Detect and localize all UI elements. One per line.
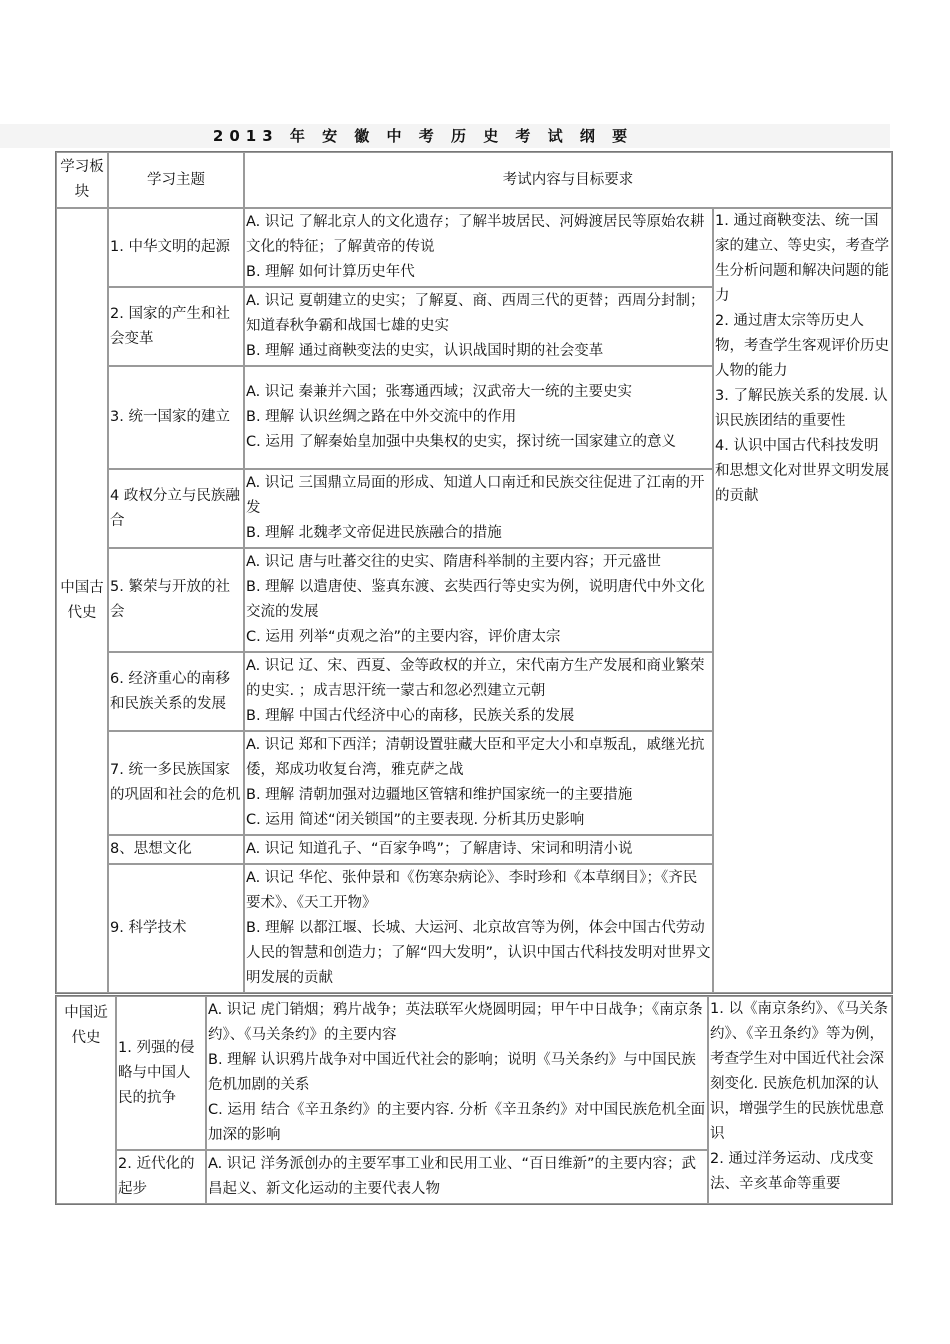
content-cell: A. 识记 虎门销烟；鸦片战争；英法联军火烧圆明园；甲午中日战争；《南京条约》、《马关条约》的主要内容 B. 理解 认识鸦片战争对中国近代社会的影响；说明《马关条约》与中国民族危机加剧的关系 C. 运用 结合《辛丑条约》的主要内容. 分析《辛丑条约》对中国民族危机全面加深的影响	[206, 996, 708, 1150]
header-content: 考试内容与目标要求	[244, 152, 892, 208]
content-cell: A. 识记 三国鼎立局面的形成、知道人口南迁和民族交往促进了江南的开发 B. 理解 北魏孝文帝促进民族融合的措施	[244, 469, 713, 548]
table-header-row	[56, 152, 892, 208]
topic-cell: 6. 经济重心的南移和民族关系的发展	[108, 652, 244, 731]
content-cell: A. 识记 洋务派创办的主要军事工业和民用工业、“百日维新”的主要内容；武昌起义、新文化运动的主要代表人物	[206, 1150, 708, 1204]
content-cell: A. 识记 唐与吐蕃交往的史实、隋唐科举制的主要内容；开元盛世 B. 理解 以遣唐使、鉴真东渡、玄奘西行等史实为例，说明唐代中外文化交流的发展 C. 运用 列举“贞观之治”的主要内容，评价唐太宗	[244, 548, 713, 652]
topic-cell: 4 政权分立与民族融合	[108, 469, 244, 548]
topic-cell: 2. 国家的产生和社会变革	[108, 287, 244, 366]
block-modern: 中国近代史	[56, 996, 116, 1204]
topic-cell: 3. 统一国家的建立	[108, 366, 244, 469]
content-cell: A. 识记 秦兼并六国；张骞通西域；汉武帝大一统的主要史实 B. 理解 认识丝绸之路在中外交流中的作用 C. 运用 了解秦始皇加强中央集权的史实，探讨统一国家建立的意义	[244, 366, 713, 469]
ancient-history-table	[55, 151, 893, 994]
content-cell: A. 识记 辽、宋、西夏、金等政权的并立，宋代南方生产发展和商业繁荣的史实. ；成吉思汗统一蒙古和忽必烈建立元朝 B. 理解 中国古代经济中心的南移，民族关系的发展	[244, 652, 713, 731]
topic-cell: 8、思想文化	[108, 835, 244, 864]
block-ancient: 中国古代史	[56, 208, 108, 993]
topic-cell: 2. 近代化的起步	[116, 1150, 206, 1204]
topic-cell: 7. 统一多民族国家的巩固和社会的危机	[108, 731, 244, 835]
content-cell: A. 识记 夏朝建立的史实；了解夏、商、西周三代的更替；西周分封制；知道春秋争霸和战国七雄的史实 B. 理解 通过商鞅变法的史实，认识战国时期的社会变革	[244, 287, 713, 366]
objectives-modern: 1. 以《南京条约》、《马关条约》、《辛丑条约》等为例，考查学生对中国近代社会深刻变化. 民族危机加深的认识，增强学生的民族忧患意识 2. 通过洋务运动、戊戌变法、辛亥革命等重要	[708, 996, 892, 1204]
content-cell: A. 识记 知道孔子、“百家争鸣”；了解唐诗、宋词和明清小说	[244, 835, 713, 864]
content-cell: A. 识记 了解北京人的文化遗存；了解半坡居民、河姆渡居民等原始农耕文化的特征；了解黄帝的传说 B. 理解 如何计算历史年代	[244, 208, 713, 287]
content-cell: A. 识记 郑和下西洋；清朝设置驻藏大臣和平定大小和卓叛乱，戚继光抗倭，郑成功收复台湾，雅克萨之战 B. 理解 清朝加强对边疆地区管辖和维护国家统一的主要措施 C. 运用 简述“闭关锁国”的主要表现. 分析其历史影响	[244, 731, 713, 835]
topic-cell: 5. 繁荣与开放的社会	[108, 548, 244, 652]
table-row	[56, 996, 892, 1150]
modern-history-table	[55, 995, 893, 1205]
content-cell: A. 识记 华佗、张仲景和《伤寒杂病论》、李时珍和《本草纲目》；《齐民要术》、《天工开物》 B. 理解 以都江堰、长城、大运河、北京故宫等为例，体会中国古代劳动人民的智慧和创造力；了解“四大发明”，认识中国古代科技发明对世界文明发展的贡献	[244, 864, 713, 993]
table-row	[56, 208, 892, 287]
document-title: 2013 年 安 徽 中 考 历 史 考 试 纲 要	[212, 127, 634, 145]
header-topic: 学习主题	[108, 152, 244, 208]
topic-cell: 1. 中华文明的起源	[108, 208, 244, 287]
objectives-ancient: 1. 通过商鞅变法、统一国家的建立、等史实，考查学生分析问题和解决问题的能力 2. 通过唐太宗等历史人物，考查学生客观评价历史人物的能力 3. 了解民族关系的发展. 认识民族团结的重要性 4. 认识中国古代科技发明和思想文化对世界文明发展的贡献	[713, 208, 892, 993]
topic-cell: 9. 科学技术	[108, 864, 244, 993]
header-block: 学习板块	[56, 152, 108, 208]
topic-cell: 1. 列强的侵略与中国人民的抗争	[116, 996, 206, 1150]
